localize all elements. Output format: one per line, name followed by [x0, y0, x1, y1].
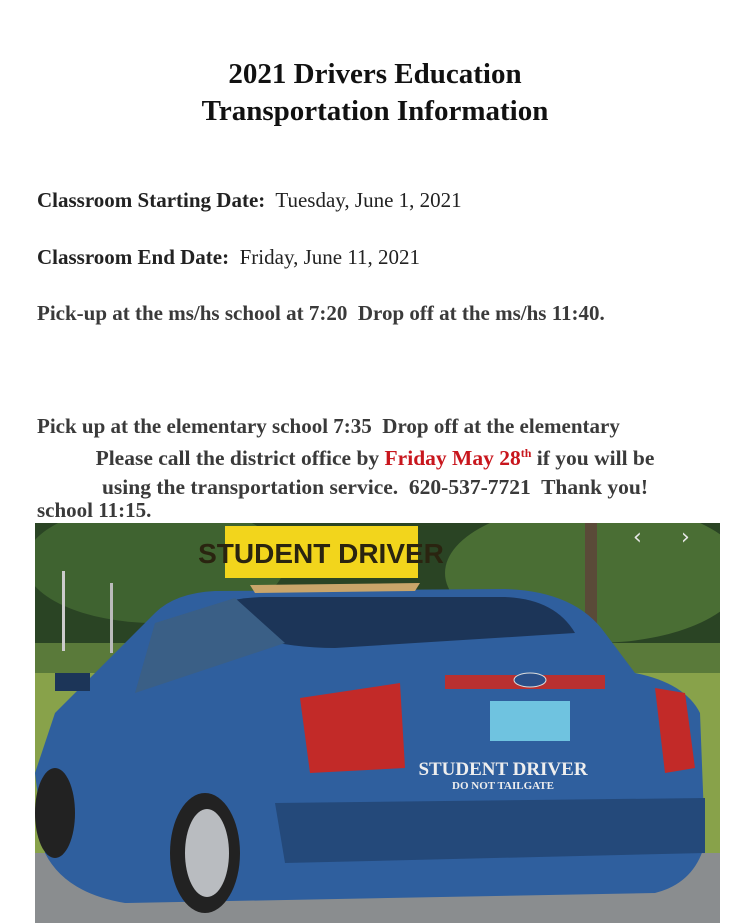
deadline	[385, 446, 532, 470]
end-date-value: Friday, June 11, 2021	[239, 245, 421, 269]
pickup-mshs: Pick-up at the ms/hs school at 7:20 Drop off at the ms/hs 11:40.	[37, 301, 605, 325]
student-driver-car-photo	[35, 523, 720, 923]
trunk-subtext: DO NOT TAILGATE	[452, 780, 554, 792]
prev-image-button[interactable]: ‹	[633, 525, 642, 550]
notice	[0, 439, 750, 502]
end-date	[37, 243, 420, 271]
notice-line-2: using the transportation service. 620-537-7721 Thank you!	[101, 475, 649, 500]
start-date-label: Classroom Starting Date:	[37, 188, 266, 212]
title-line-2: Transportation Information	[201, 95, 549, 127]
next-image-button[interactable]: ›	[681, 525, 690, 550]
page-title	[0, 56, 750, 130]
notice-post: if you will be	[531, 446, 655, 471]
start-date-value: Tuesday, June 1, 2021	[275, 188, 462, 212]
notice-pre: Please call the district office by	[95, 446, 385, 471]
pickup-elementary-line-2: school 11:15.	[37, 498, 152, 522]
car-illustration	[35, 523, 720, 923]
deadline-sup: th	[520, 446, 532, 460]
end-date-label: Classroom End Date:	[37, 245, 230, 269]
roof-sign-text: STUDENT DRIVER	[198, 538, 444, 569]
start-date	[37, 186, 462, 214]
pickup-elementary-line-1: Pick up at the elementary school 7:35 Drop off at the elementary	[37, 414, 620, 438]
trunk-text: STUDENT DRIVER	[418, 759, 588, 780]
deadline-text: Friday May 28	[384, 446, 521, 471]
title-line-1: 2021 Drivers Education	[228, 58, 522, 90]
